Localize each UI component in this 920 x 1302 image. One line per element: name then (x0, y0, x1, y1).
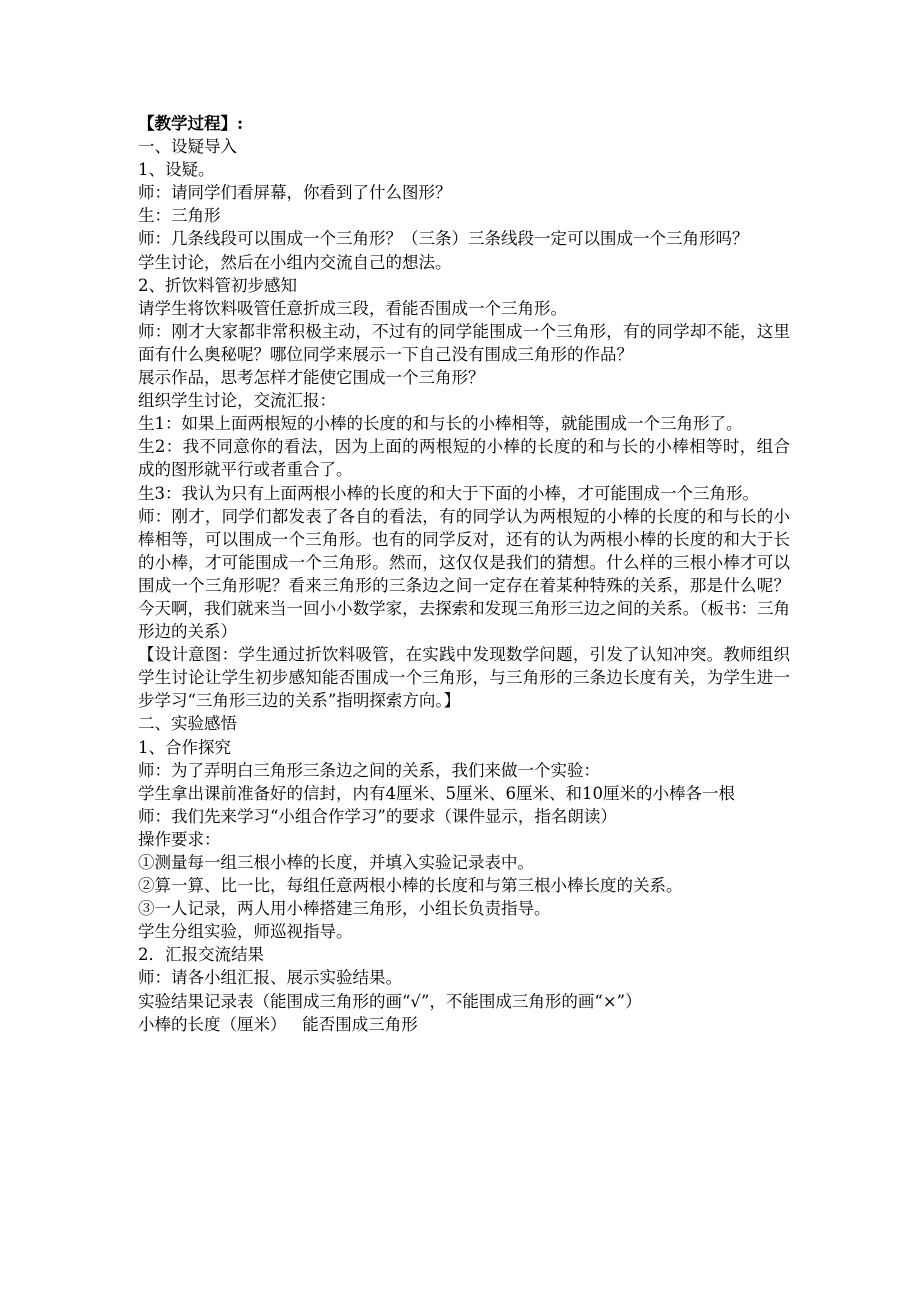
subsection-title: 2．汇报交流结果 (138, 945, 264, 965)
paragraph: 学生分组实验，师巡视指导。 (138, 922, 353, 942)
list-item: ①测量每一组三根小棒的长度，并填入实验记录表中。 (138, 853, 534, 872)
paragraph: 生2：我不同意你的看法，因为上面的两根短的小棒的长度的和与长的小棒相等时，组合成的图形就平行或者重合了。 (138, 437, 790, 480)
section-title: 一、设疑导入 (138, 137, 237, 157)
paragraph: 师：我们先来学习“小组合作学习”的要求（课件显示，指名朗读） (138, 806, 617, 826)
paragraph: 组织学生讨论，交流汇报： (138, 391, 336, 411)
paragraph: 师：刚才大家都非常积极主动，不过有的同学能围成一个三角形，有的同学却不能，这里面有什么奥秘呢？哪位同学来展示一下自己没有围成三角形的作品？ (138, 321, 790, 364)
paragraph: 师：为了弄明白三角形三条边之间的关系，我们来做一个实验： (138, 760, 600, 780)
paragraph: 学生讨论，然后在小组内交流自己的想法。 (138, 252, 452, 272)
paragraph: 操作要求： (138, 829, 221, 849)
list-item: ②算一算、比一比，每组任意两根小棒的长度和与第三根小棒长度的关系。 (138, 876, 683, 896)
paragraph: 生3：我认为只有上面两根小棒的长度的和大于下面的小棒，才可能围成一个三角形。 (138, 483, 759, 503)
paragraph: 生：三角形 (138, 206, 221, 226)
paragraph: 师：请同学们看屏幕，你看到了什么图形？ (138, 183, 452, 203)
design-intent-note: 【设计意图：学生通过折饮料吸管，在实践中发现数学问题，引发了认知冲突。教师组织学生讨论让学生初步感知能否围成一个三角形，与三角形的三条边长度有关，为学生进一步学习“三角形三边的关系”指明探索方向。】 (138, 645, 790, 711)
paragraph: 生1：如果上面两根短的小棒的长度的和与长的小棒相等，就能围成一个三角形了。 (138, 414, 743, 434)
list-item: ③一人记录，两人用小棒搭建三角形，小组长负责指导。 (138, 899, 551, 919)
table-caption: 实验结果记录表（能围成三角形的画“√”，不能围成三角形的画“×”） (138, 991, 642, 1011)
paragraph: 学生拿出课前准备好的信封，内有4厘米、5厘米、6厘米、和10厘米的小棒各一根 (138, 783, 735, 803)
paragraph: 师：刚才，同学们都发表了各自的看法，有的同学认为两根短的小棒的长度的和与长的小棒相等，可以围成一个三角形。也有的同学反对，还有的认为两根小棒的长度的和大于长的小棒，才可能围成一个三角形。然而，这仅仅是我们的猜想。什么样的三根小棒才可以围成一个三角形呢？看来三角形的三条边之间一定存在着某种特殊的关系，那是什么呢？今天啊，我们就来当一回小小数学家，去探索和发现三角形三边之间的关系。（板书：三角形边的关系） (138, 506, 790, 642)
subsection-title: 1、设疑。 (138, 160, 215, 180)
paragraph: 请学生将饮料吸管任意折成三段，看能否围成一个三角形。 (138, 298, 567, 318)
document-body (138, 112, 790, 1036)
subsection-title: 2、折饮料管初步感知 (138, 275, 297, 295)
section-title: 二、实验感悟 (138, 714, 237, 734)
table-header: 小棒的长度（厘米） 能否围成三角形 (138, 1014, 418, 1034)
paragraph: 展示作品，思考怎样才能使它围成一个三角形？ (138, 368, 485, 388)
paragraph: 师：几条线段可以围成一个三角形？（三条）三条线段一定可以围成一个三角形吗？ (138, 229, 749, 249)
section-heading: 【教学过程】: (138, 114, 244, 133)
paragraph: 师：请各小组汇报、展示实验结果。 (138, 968, 402, 988)
subsection-title: 1、合作探究 (138, 737, 231, 757)
